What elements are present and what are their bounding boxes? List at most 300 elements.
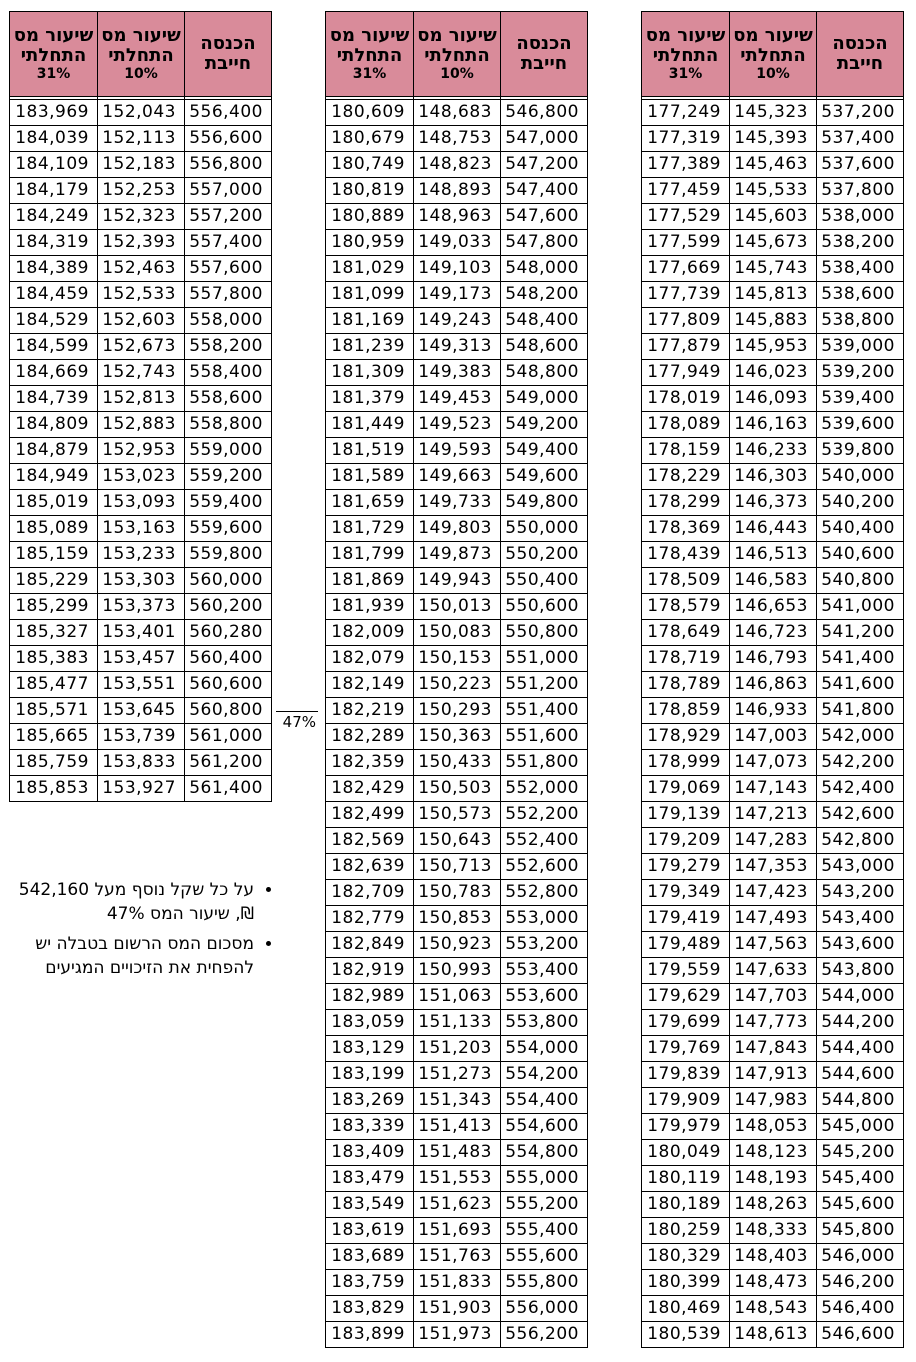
income-cell: 546,400 [817,1296,904,1322]
tax-31-cell: 182,499 [326,802,414,828]
table-row [642,100,904,126]
table-row [642,1036,904,1062]
income-cell: 542,800 [817,828,904,854]
tax-10-cell: 149,313 [414,334,501,360]
tax-10-cell: 149,593 [414,438,501,464]
table-row [642,334,904,360]
income-cell: 558,200 [185,334,272,360]
income-cell: 558,600 [185,386,272,412]
tax-10-cell: 153,023 [98,464,185,490]
table-row [10,334,272,360]
header-row [10,12,272,97]
tax-10-cell: 150,573 [414,802,501,828]
income-cell: 542,600 [817,802,904,828]
tax-31-cell: 185,477 [10,672,98,698]
income-cell: 543,000 [817,854,904,880]
tax-31-cell: 182,849 [326,932,414,958]
income-cell: 556,400 [185,100,272,126]
tax-10-cell: 145,673 [730,230,817,256]
tax-31-cell: 178,579 [642,594,730,620]
income-cell: 552,200 [501,802,588,828]
income-cell: 549,200 [501,412,588,438]
tax-10-cell: 152,883 [98,412,185,438]
tax-31-cell: 184,599 [10,334,98,360]
table-row [642,256,904,282]
table-row [326,230,588,256]
tax-10-cell: 153,163 [98,516,185,542]
table-row [326,802,588,828]
header-marginal-10-percent: 10% [756,66,790,82]
table-row [642,126,904,152]
table-row [10,386,272,412]
tax-10-cell: 149,033 [414,230,501,256]
header-marginal-31 [642,12,730,97]
tax-31-cell: 180,049 [642,1140,730,1166]
tax-31-cell: 183,899 [326,1322,414,1348]
income-cell: 548,800 [501,360,588,386]
table-row [326,724,588,750]
tax-31-cell: 180,329 [642,1244,730,1270]
table-row [642,1270,904,1296]
table-row [326,984,588,1010]
table-row [326,360,588,386]
table-row [642,1244,904,1270]
table-row [326,490,588,516]
table-row [642,1140,904,1166]
income-cell: 540,000 [817,464,904,490]
table-row [642,880,904,906]
tax-31-cell: 183,689 [326,1244,414,1270]
tax-31-cell: 179,419 [642,906,730,932]
tax-31-cell: 184,319 [10,230,98,256]
tax-10-cell: 146,723 [730,620,817,646]
tax-10-cell: 149,103 [414,256,501,282]
table-row [642,776,904,802]
table-row [642,828,904,854]
table-row [326,958,588,984]
income-cell: 545,000 [817,1114,904,1140]
tax-10-cell: 146,793 [730,646,817,672]
income-cell: 550,600 [501,594,588,620]
tax-31-cell: 182,709 [326,880,414,906]
tax-10-cell: 147,913 [730,1062,817,1088]
tax-31-cell: 184,109 [10,152,98,178]
header-marginal-31-label: שיעור מס התחלתי [645,25,726,66]
table-row [10,542,272,568]
header-marginal-31 [10,12,98,97]
income-cell: 553,200 [501,932,588,958]
tax-10-cell: 148,823 [414,152,501,178]
tax-31-cell: 179,279 [642,854,730,880]
income-cell: 539,000 [817,334,904,360]
income-cell: 552,800 [501,880,588,906]
table-row [326,100,588,126]
income-cell: 547,200 [501,152,588,178]
income-cell: 542,000 [817,724,904,750]
income-cell: 557,800 [185,282,272,308]
tax-31-cell: 177,319 [642,126,730,152]
income-cell: 560,280 [185,620,272,646]
tax-31-cell: 182,079 [326,646,414,672]
tax-10-cell: 145,533 [730,178,817,204]
tax-10-cell: 147,703 [730,984,817,1010]
tax-10-cell: 151,273 [414,1062,501,1088]
tax-10-cell: 153,551 [98,672,185,698]
income-cell: 538,400 [817,256,904,282]
income-cell: 561,000 [185,724,272,750]
table-row [326,438,588,464]
income-cell: 542,200 [817,750,904,776]
tax-10-cell: 150,363 [414,724,501,750]
income-cell: 553,400 [501,958,588,984]
header-marginal-31-percent: 31% [352,66,387,82]
notes-panel [8,878,276,986]
income-cell: 560,400 [185,646,272,672]
tax-31-cell: 177,599 [642,230,730,256]
tax-31-cell: 181,449 [326,412,414,438]
tax-10-cell: 146,093 [730,386,817,412]
tax-10-cell: 153,233 [98,542,185,568]
tax-31-cell: 180,259 [642,1218,730,1244]
tax-10-cell: 147,283 [730,828,817,854]
tax-10-cell: 145,393 [730,126,817,152]
header-taxable-income: הכנסה חייבת [817,12,904,97]
income-cell: 537,600 [817,152,904,178]
tax-31-cell: 179,489 [642,932,730,958]
income-cell: 549,000 [501,386,588,412]
income-cell: 538,600 [817,282,904,308]
tax-10-cell: 151,343 [414,1088,501,1114]
tax-31-cell: 179,349 [642,880,730,906]
income-cell: 545,400 [817,1166,904,1192]
income-cell: 558,800 [185,412,272,438]
income-cell: 554,000 [501,1036,588,1062]
tax-10-cell: 146,513 [730,542,817,568]
tax-31-cell: 182,009 [326,620,414,646]
table-row [10,594,272,620]
tax-10-cell: 145,463 [730,152,817,178]
tax-table-middle-section [325,11,588,1348]
table-row [10,152,272,178]
tax-31-cell: 182,429 [326,776,414,802]
tax-10-cell: 146,583 [730,568,817,594]
table-row [642,1322,904,1348]
table-row [326,1010,588,1036]
income-cell: 550,400 [501,568,588,594]
income-cell: 546,000 [817,1244,904,1270]
tax-10-cell: 149,803 [414,516,501,542]
tax-31-cell: 184,389 [10,256,98,282]
income-cell: 546,600 [817,1322,904,1348]
tax-10-cell: 151,483 [414,1140,501,1166]
table-row [642,698,904,724]
tax-10-cell: 146,863 [730,672,817,698]
income-cell: 551,400 [501,698,588,724]
tax-31-cell: 185,327 [10,620,98,646]
tax-10-cell: 145,883 [730,308,817,334]
tax-10-cell: 147,213 [730,802,817,828]
tax-10-cell: 152,603 [98,308,185,334]
tax-31-cell: 180,959 [326,230,414,256]
tax-10-cell: 152,323 [98,204,185,230]
tax-10-cell: 146,233 [730,438,817,464]
income-cell: 560,800 [185,698,272,724]
tax-31-cell: 179,629 [642,984,730,1010]
table-row [10,568,272,594]
tax-10-cell: 151,203 [414,1036,501,1062]
tax-31-cell: 178,789 [642,672,730,698]
tax-31-cell: 178,859 [642,698,730,724]
income-cell: 538,800 [817,308,904,334]
tax-31-cell: 177,389 [642,152,730,178]
tax-31-cell: 185,229 [10,568,98,594]
tax-31-cell: 185,299 [10,594,98,620]
table-row [326,308,588,334]
tax-10-cell: 148,333 [730,1218,817,1244]
table-row [326,1036,588,1062]
tax-31-cell: 177,459 [642,178,730,204]
tax-31-cell: 177,949 [642,360,730,386]
tax-10-cell: 153,457 [98,646,185,672]
tax-31-cell: 183,619 [326,1218,414,1244]
tax-31-cell: 181,729 [326,516,414,542]
tax-10-cell: 150,503 [414,776,501,802]
tax-10-cell: 152,183 [98,152,185,178]
tax-10-cell: 148,613 [730,1322,817,1348]
tax-31-cell: 184,039 [10,126,98,152]
table-row [642,906,904,932]
tax-10-cell: 146,653 [730,594,817,620]
tax-10-cell: 151,763 [414,1244,501,1270]
table-row [642,750,904,776]
tax-10-cell: 152,463 [98,256,185,282]
tax-31-cell: 180,119 [642,1166,730,1192]
table-row [642,672,904,698]
income-cell: 543,200 [817,880,904,906]
income-cell: 550,000 [501,516,588,542]
income-cell: 559,200 [185,464,272,490]
tax-31-cell: 178,229 [642,464,730,490]
tax-10-cell: 149,453 [414,386,501,412]
tax-10-cell: 152,813 [98,386,185,412]
table-row [642,542,904,568]
header-row [326,12,588,97]
income-cell: 556,000 [501,1296,588,1322]
table-row [642,1062,904,1088]
table-row [10,126,272,152]
tax-31-cell: 180,609 [326,100,414,126]
tax-10-cell: 151,903 [414,1296,501,1322]
tax-31-cell: 179,139 [642,802,730,828]
tax-10-cell: 153,833 [98,750,185,776]
income-cell: 555,200 [501,1192,588,1218]
table-row [642,308,904,334]
income-cell: 540,600 [817,542,904,568]
tax-31-cell: 178,089 [642,412,730,438]
table-row [10,308,272,334]
income-cell: 557,600 [185,256,272,282]
tax-31-cell: 183,829 [326,1296,414,1322]
table-row [326,880,588,906]
table-row [326,412,588,438]
rate-change-marker: 47% [276,711,318,732]
tax-31-cell: 181,099 [326,282,414,308]
income-cell: 560,000 [185,568,272,594]
tax-31-cell: 183,129 [326,1036,414,1062]
tax-31-cell: 181,239 [326,334,414,360]
tax-31-cell: 179,909 [642,1088,730,1114]
income-cell: 538,200 [817,230,904,256]
tax-31-cell: 182,359 [326,750,414,776]
tax-31-cell: 182,569 [326,828,414,854]
tax-31-cell: 181,799 [326,542,414,568]
income-cell: 551,200 [501,672,588,698]
tax-31-cell: 183,409 [326,1140,414,1166]
tax-10-cell: 149,523 [414,412,501,438]
table-row [326,1062,588,1088]
tax-31-cell: 180,399 [642,1270,730,1296]
tax-31-cell: 181,029 [326,256,414,282]
income-cell: 550,800 [501,620,588,646]
tax-31-cell: 183,549 [326,1192,414,1218]
table-row [326,1322,588,1348]
table-row [326,178,588,204]
tax-31-cell: 184,949 [10,464,98,490]
tax-10-cell: 150,643 [414,828,501,854]
income-cell: 547,800 [501,230,588,256]
tax-table-right-section [9,11,272,802]
table-row [326,568,588,594]
income-cell: 554,600 [501,1114,588,1140]
tax-31-cell: 180,749 [326,152,414,178]
tax-31-cell: 183,759 [326,1270,414,1296]
table-row [326,126,588,152]
table-row [326,1218,588,1244]
tax-10-cell: 152,673 [98,334,185,360]
tax-31-cell: 182,779 [326,906,414,932]
income-cell: 549,800 [501,490,588,516]
income-cell: 548,600 [501,334,588,360]
tax-10-cell: 152,393 [98,230,185,256]
table-row [642,386,904,412]
tax-10-cell: 148,753 [414,126,501,152]
tax-10-cell: 147,353 [730,854,817,880]
table-row [642,282,904,308]
table-row [326,282,588,308]
tax-10-cell: 147,983 [730,1088,817,1114]
table-row [326,1166,588,1192]
income-cell: 551,600 [501,724,588,750]
tax-31-cell: 177,669 [642,256,730,282]
tax-10-cell: 145,323 [730,100,817,126]
income-cell: 561,400 [185,776,272,802]
tax-31-cell: 181,169 [326,308,414,334]
tax-10-cell: 147,493 [730,906,817,932]
income-cell: 543,600 [817,932,904,958]
tax-10-cell: 148,473 [730,1270,817,1296]
income-cell: 551,000 [501,646,588,672]
table-row [326,542,588,568]
table-row [10,672,272,698]
income-cell: 544,600 [817,1062,904,1088]
tax-31-cell: 181,659 [326,490,414,516]
table-row [642,568,904,594]
tax-10-cell: 151,063 [414,984,501,1010]
tax-10-cell: 151,623 [414,1192,501,1218]
tax-10-cell: 150,013 [414,594,501,620]
tax-31-cell: 177,529 [642,204,730,230]
table-row [326,1244,588,1270]
table-row [642,802,904,828]
tax-10-cell: 150,433 [414,750,501,776]
table-row [10,204,272,230]
tax-31-cell: 179,839 [642,1062,730,1088]
income-cell: 553,600 [501,984,588,1010]
table-row [10,282,272,308]
tax-31-cell: 184,739 [10,386,98,412]
tax-10-cell: 151,553 [414,1166,501,1192]
tax-10-cell: 150,223 [414,672,501,698]
income-cell: 545,600 [817,1192,904,1218]
tax-31-cell: 182,989 [326,984,414,1010]
income-cell: 554,200 [501,1062,588,1088]
table-row [642,1010,904,1036]
tax-31-cell: 179,559 [642,958,730,984]
tax-10-cell: 152,533 [98,282,185,308]
header-marginal-10-percent: 10% [124,66,158,82]
tax-10-cell: 153,927 [98,776,185,802]
income-cell: 544,000 [817,984,904,1010]
income-cell: 537,800 [817,178,904,204]
income-cell: 557,200 [185,204,272,230]
table-row [642,516,904,542]
tax-31-cell: 184,809 [10,412,98,438]
tax-31-cell: 178,299 [642,490,730,516]
tax-31-cell: 185,759 [10,750,98,776]
table-row [10,724,272,750]
tax-31-cell: 185,159 [10,542,98,568]
table-row [10,438,272,464]
tax-10-cell: 149,733 [414,490,501,516]
tax-31-cell: 181,309 [326,360,414,386]
tax-10-cell: 146,443 [730,516,817,542]
income-cell: 556,800 [185,152,272,178]
tax-10-cell: 149,943 [414,568,501,594]
tax-10-cell: 146,373 [730,490,817,516]
tax-31-cell: 182,219 [326,698,414,724]
table-row [326,464,588,490]
table-row [326,204,588,230]
income-cell: 547,400 [501,178,588,204]
note-item: • מסכום המס הרשום בטבלה יש להפחית את הזיכויים המגיעים [8,932,254,980]
table-row [642,1192,904,1218]
table-row [326,256,588,282]
tax-10-cell: 150,293 [414,698,501,724]
header-row [642,12,904,97]
table-row [642,646,904,672]
income-cell: 561,200 [185,750,272,776]
income-cell: 541,000 [817,594,904,620]
income-cell: 560,600 [185,672,272,698]
income-cell: 544,400 [817,1036,904,1062]
income-cell: 555,000 [501,1166,588,1192]
header-marginal-31-percent: 31% [36,66,71,82]
income-cell: 537,400 [817,126,904,152]
table-row [326,152,588,178]
tax-31-cell: 180,819 [326,178,414,204]
income-cell: 545,800 [817,1218,904,1244]
table-row [10,698,272,724]
